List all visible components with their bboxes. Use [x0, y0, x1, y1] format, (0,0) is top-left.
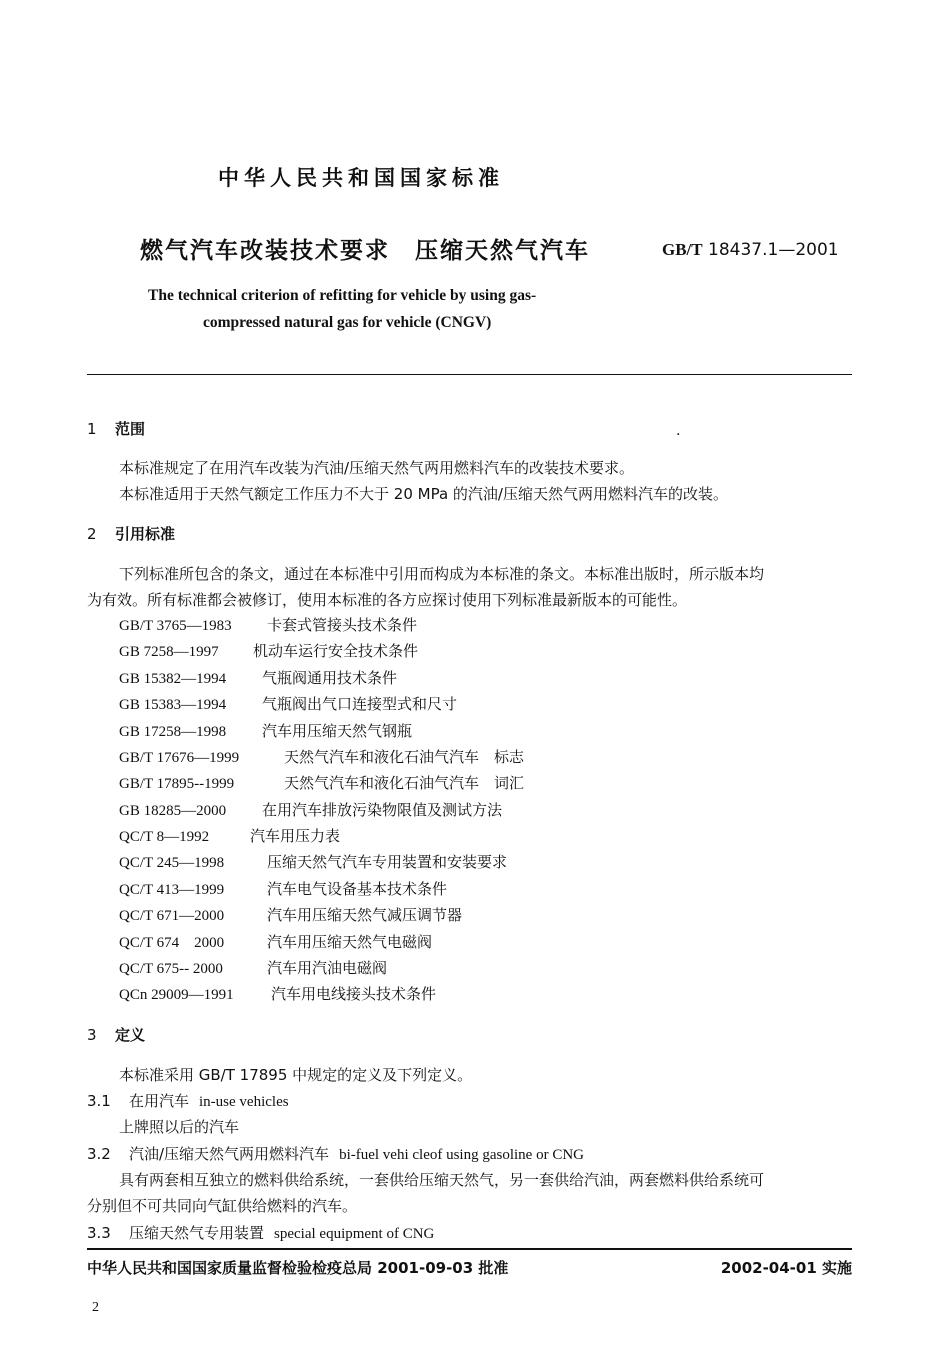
- reference-item: [119, 825, 340, 846]
- clause-number: 3.3: [87, 1224, 111, 1242]
- reference-item: [119, 693, 457, 714]
- reference-code: QC/T 8—1992: [119, 829, 210, 845]
- reference-title: 在用汽车排放污染物限值及测试方法: [262, 801, 503, 819]
- reference-code: QC/T 674 2000: [119, 935, 225, 951]
- reference-title: 天然气汽车和液化石油气汽车 标志: [284, 748, 525, 766]
- term-en: bi-fuel vehi cleof using gasoline or CNG: [339, 1147, 585, 1163]
- definition-3-1: [87, 1090, 289, 1111]
- definition-body: 上牌照以后的汽车: [119, 1118, 240, 1136]
- reference-title: 汽车用压缩天然气电磁阀: [267, 933, 433, 951]
- reference-item: [119, 983, 436, 1004]
- standard-code: [662, 240, 839, 260]
- reference-title: 汽车用电线接头技术条件: [271, 985, 437, 1003]
- reference-code: GB 15383—1994: [119, 697, 227, 713]
- section-number: 2: [87, 525, 97, 543]
- footer-rule: [87, 1248, 852, 1250]
- section-title: 引用标准: [115, 525, 176, 543]
- standard-code-prefix: GB/T: [662, 240, 703, 259]
- reference-title: 机动车运行安全技术条件: [253, 642, 419, 660]
- reference-item: [119, 851, 507, 872]
- reference-item: [119, 667, 397, 688]
- reference-code: QCn 29009—1991: [119, 987, 234, 1003]
- term-cn: 汽油/压缩天然气两用燃料汽车: [129, 1145, 330, 1163]
- national-standard-heading: 中华人民共和国国家标准: [218, 166, 504, 190]
- reference-item: [119, 746, 524, 767]
- clause-number: 3.1: [87, 1092, 111, 1110]
- reference-item: [119, 720, 412, 741]
- reference-item: [119, 878, 447, 899]
- paragraph: 为有效。所有标准都会被修订，使用本标准的各方应探讨使用下列标准最新版本的可能性。: [87, 591, 688, 609]
- reference-title: 汽车电气设备基本技术条件: [267, 880, 448, 898]
- paragraph: 本标准采用 GB/T 17895 中规定的定义及下列定义。: [119, 1066, 473, 1084]
- effective-date: 2002-04-01 实施: [720, 1259, 852, 1277]
- reference-item: [119, 799, 502, 820]
- reference-code: GB 7258—1997: [119, 644, 219, 660]
- definition-body: 分别但不可共同向气缸供给燃料的汽车。: [87, 1197, 358, 1215]
- reference-title: 气瓶阀出气口连接型式和尺寸: [262, 695, 458, 713]
- term-en: in-use vehicles: [199, 1094, 289, 1110]
- reference-code: GB/T 17676—1999: [119, 750, 240, 766]
- document-title-cn: 燃气汽车改装技术要求 压缩天然气汽车: [140, 238, 590, 264]
- reference-code: GB 18285—2000: [119, 803, 227, 819]
- reference-title: 天然气汽车和液化石油气汽车 词汇: [284, 774, 525, 792]
- section-2-heading: [87, 523, 175, 544]
- reference-title: 汽车用压力表: [250, 827, 341, 845]
- paragraph: 下列标准所包含的条文，通过在本标准中引用而构成为本标准的条文。本标准出版时，所示版本均: [119, 565, 765, 583]
- section-number: 1: [87, 420, 97, 438]
- reference-code: QC/T 245—1998: [119, 855, 225, 871]
- reference-code: GB/T 17895--1999: [119, 776, 235, 792]
- term-en: special equipment of CNG: [274, 1226, 435, 1242]
- section-3-heading: [87, 1024, 145, 1045]
- reference-item: [119, 772, 524, 793]
- term-cn: 压缩天然气专用装置: [129, 1224, 265, 1242]
- page-number: 2: [92, 1300, 99, 1315]
- definition-3-3: [87, 1222, 434, 1243]
- reference-title: 汽车用压缩天然气钢瓶: [262, 722, 413, 740]
- document-title-en-line1: The technical criterion of refitting for vehicle by using gas-: [148, 287, 537, 304]
- reference-title: 汽车用汽油电磁阀: [267, 959, 388, 977]
- reference-code: QC/T 671—2000: [119, 908, 225, 924]
- document-title-en-line2: compressed natural gas for vehicle (CNGV): [203, 314, 492, 331]
- reference-title: 压缩天然气汽车专用装置和安装要求: [267, 853, 508, 871]
- paragraph: 本标准适用于天然气额定工作压力不大于 20 MPa 的汽油/压缩天然气两用燃料汽车的改装。: [119, 485, 728, 503]
- reference-item: [119, 931, 432, 952]
- section-1-heading: [87, 418, 145, 439]
- section-number: 3: [87, 1026, 97, 1044]
- reference-code: GB 15382—1994: [119, 671, 227, 687]
- reference-code: QC/T 413—1999: [119, 882, 225, 898]
- clause-number: 3.2: [87, 1145, 111, 1163]
- reference-title: 卡套式管接头技术条件: [267, 616, 418, 634]
- reference-item: [119, 904, 462, 925]
- stray-dot: .: [676, 423, 681, 439]
- definition-body: 具有两套相互独立的燃料供给系统，一套供给压缩天然气，另一套供给汽油，两套燃料供给系统可: [119, 1171, 765, 1189]
- header-rule: [87, 374, 852, 375]
- paragraph: 本标准规定了在用汽车改装为汽油/压缩天然气两用燃料汽车的改装技术要求。: [119, 459, 635, 477]
- section-title: 定义: [115, 1026, 146, 1044]
- reference-title: 汽车用压缩天然气减压调节器: [267, 906, 463, 924]
- section-title: 范围: [115, 420, 146, 438]
- reference-code: GB/T 3765—1983: [119, 618, 232, 634]
- reference-title: 气瓶阀通用技术条件: [262, 669, 398, 687]
- reference-item: [119, 957, 387, 978]
- approval-line: 中华人民共和国国家质量监督检验检疫总局 2001-09-03 批准: [87, 1259, 509, 1277]
- reference-item: [119, 640, 418, 661]
- reference-item: [119, 614, 417, 635]
- reference-code: QC/T 675-- 2000: [119, 961, 223, 977]
- term-cn: 在用汽车: [129, 1092, 190, 1110]
- definition-3-2: [87, 1143, 584, 1164]
- reference-code: GB 17258—1998: [119, 724, 227, 740]
- standard-code-number: 18437.1—2001: [708, 240, 839, 260]
